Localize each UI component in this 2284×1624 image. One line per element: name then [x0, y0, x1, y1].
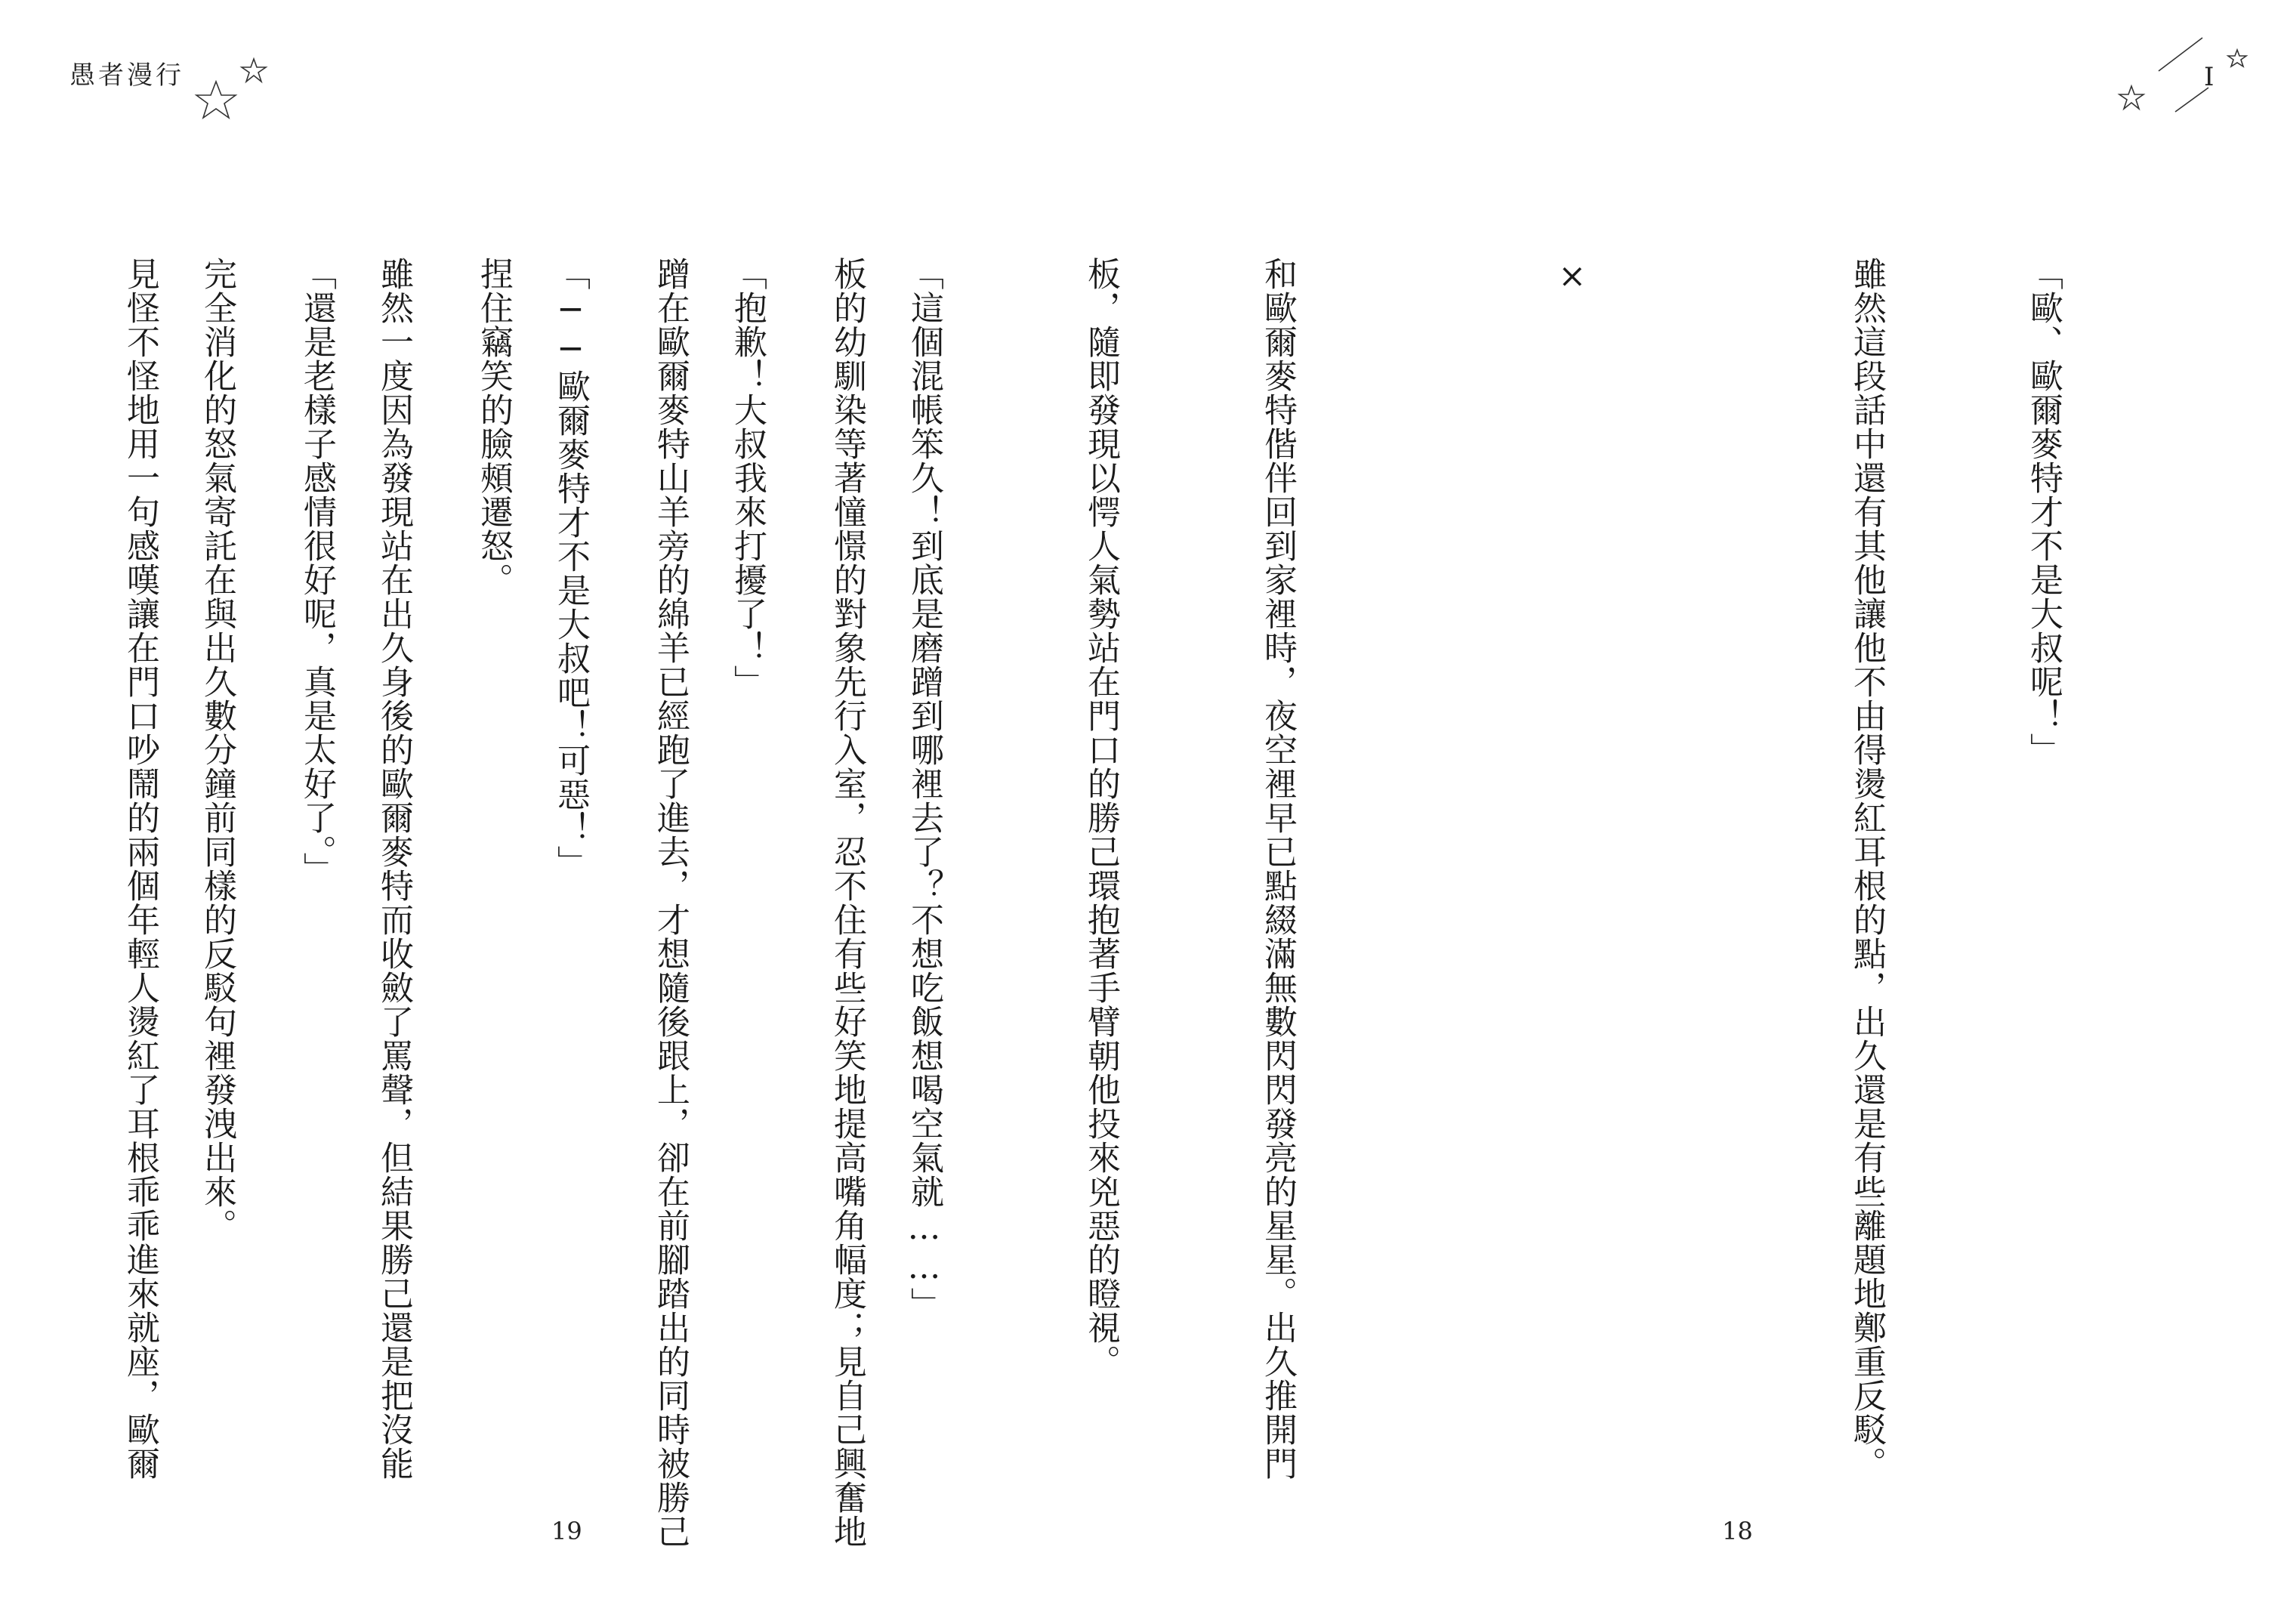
text-line: 「──歐爾麥特才不是大叔吧！可惡！」 — [551, 257, 590, 879]
text-line: 板，隨即發現以愕人氣勢站在門口的勝己環抱著手臂朝他投來兇惡的瞪視。 — [1082, 257, 1120, 1379]
star-decoration-icon — [189, 51, 279, 127]
text-line: 蹭在歐爾麥特山羊旁的綿羊已經跑了進去，才想隨後跟上，卻在前腳踏出的同時被勝己 — [651, 257, 690, 1548]
book-title: 愚者漫行 — [69, 60, 184, 91]
text-line: 「這個混帳笨久！到底是磨蹭到哪裡去了？不想吃飯想喝空氣就……」 — [905, 257, 943, 1321]
text-line: 雖然這段話中還有其他讓他不由得燙紅耳根的點，出久還是有些離題地鄭重反駁。 — [1847, 257, 1886, 1480]
text-line: 「歐、歐爾麥特才不是大叔呢！」 — [2024, 257, 2063, 767]
text-line: 板的幼馴染等著憧憬的對象先行入室，忍不住有些好笑地提高嘴角幅度；見自己興奮地 — [828, 257, 866, 1548]
text-line: 「抱歉！大叔我來打擾了！」 — [728, 257, 767, 699]
section-break-mark: × — [1553, 257, 1591, 296]
chapter-numeral: I — [2204, 62, 2215, 92]
text-line: 見怪不怪地用一句感嘆讓在門口吵鬧的兩個年輕人燙紅了耳根乖乖進來就座，歐爾 — [121, 257, 159, 1480]
text-line: 捏住竊笑的臉頰遷怒。 — [474, 257, 513, 597]
text-line: 雖然一度因為發現站在出久身後的歐爾麥特而收斂了罵聲，但結果勝己還是把沒能 — [375, 257, 413, 1480]
slash-star-decoration-icon — [2113, 27, 2264, 125]
page-number-18: 18 — [1722, 1517, 1753, 1545]
text-line: 「還是老樣子感情很好呢，真是太好了。」 — [298, 257, 336, 886]
text-line: 完全消化的怒氣寄託在與出久數分鐘前同樣的反駁句裡發洩出來。 — [198, 257, 236, 1243]
page-number-19: 19 — [551, 1517, 582, 1545]
text-line: 和歐爾麥特偕伴回到家裡時，夜空裡早已點綴滿無數閃閃發亮的星星。出久推開門 — [1258, 257, 1297, 1480]
